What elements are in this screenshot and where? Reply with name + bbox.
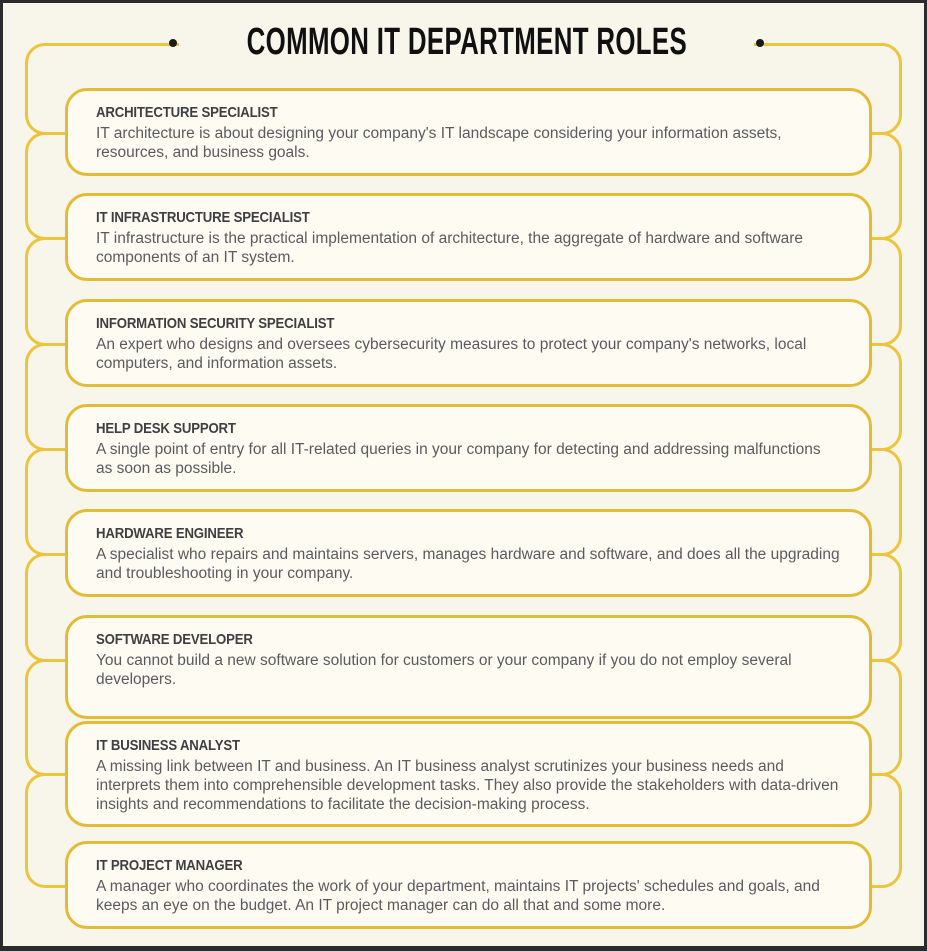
- role-description: A single point of entry for all IT-related queries in your company for detecting and addressing malfunctions as soon as possible.: [96, 441, 821, 477]
- page-title: COMMON IT DEPARTMENT ROLES: [246, 20, 687, 63]
- role-card-it-business-analyst: [65, 721, 872, 827]
- bullet-dot-left: [169, 39, 177, 47]
- role-title: IT BUSINESS ANALYST: [96, 737, 240, 754]
- role-description: A specialist who repairs and maintains servers, manages hardware and software, and does all the upgrading and troubleshooting in your company.: [96, 546, 840, 582]
- role-title: IT PROJECT MANAGER: [96, 857, 243, 874]
- role-description: A missing link between IT and business. An IT business analyst scrutinizes your business needs and interprets them into comprehensible development tasks. They also provide the stakeholders with data-driven insights and recommendations to facilitate the decision-making process.: [96, 758, 839, 813]
- role-title: HARDWARE ENGINEER: [96, 525, 244, 542]
- title-bar: [179, 21, 754, 63]
- role-title: SOFTWARE DEVELOPER: [96, 631, 253, 648]
- role-card-it-project-manager: [65, 841, 872, 929]
- role-description: IT architecture is about designing your company's IT landscape considering your information assets, resources, and business goals.: [96, 125, 782, 161]
- role-description: A manager who coordinates the work of your department, maintains IT projects' schedules and goals, and keeps an eye on the budget. An IT project manager can do all that and some more.: [96, 878, 820, 914]
- role-card-software-developer: [65, 615, 872, 719]
- role-description: You cannot build a new software solution for customers or your company if you do not employ several developers.: [96, 652, 792, 688]
- role-title: IT INFRASTRUCTURE SPECIALIST: [96, 209, 310, 226]
- role-card-help-desk-support: [65, 404, 872, 492]
- role-card-hardware-engineer: [65, 509, 872, 597]
- role-title: ARCHITECTURE SPECIALIST: [96, 104, 278, 121]
- bullet-dot-right: [756, 39, 764, 47]
- role-title: INFORMATION SECURITY SPECIALIST: [96, 315, 335, 332]
- role-card-architecture-specialist: [65, 88, 872, 176]
- role-card-it-infrastructure-specialist: [65, 193, 872, 281]
- role-description: IT infrastructure is the practical implementation of architecture, the aggregate of hardware and software components of an IT system.: [96, 230, 804, 266]
- role-description: An expert who designs and oversees cybersecurity measures to protect your company's networks, local computers, and information assets.: [96, 336, 807, 372]
- role-title: HELP DESK SUPPORT: [96, 420, 236, 437]
- role-card-information-security-specialist: [65, 299, 872, 387]
